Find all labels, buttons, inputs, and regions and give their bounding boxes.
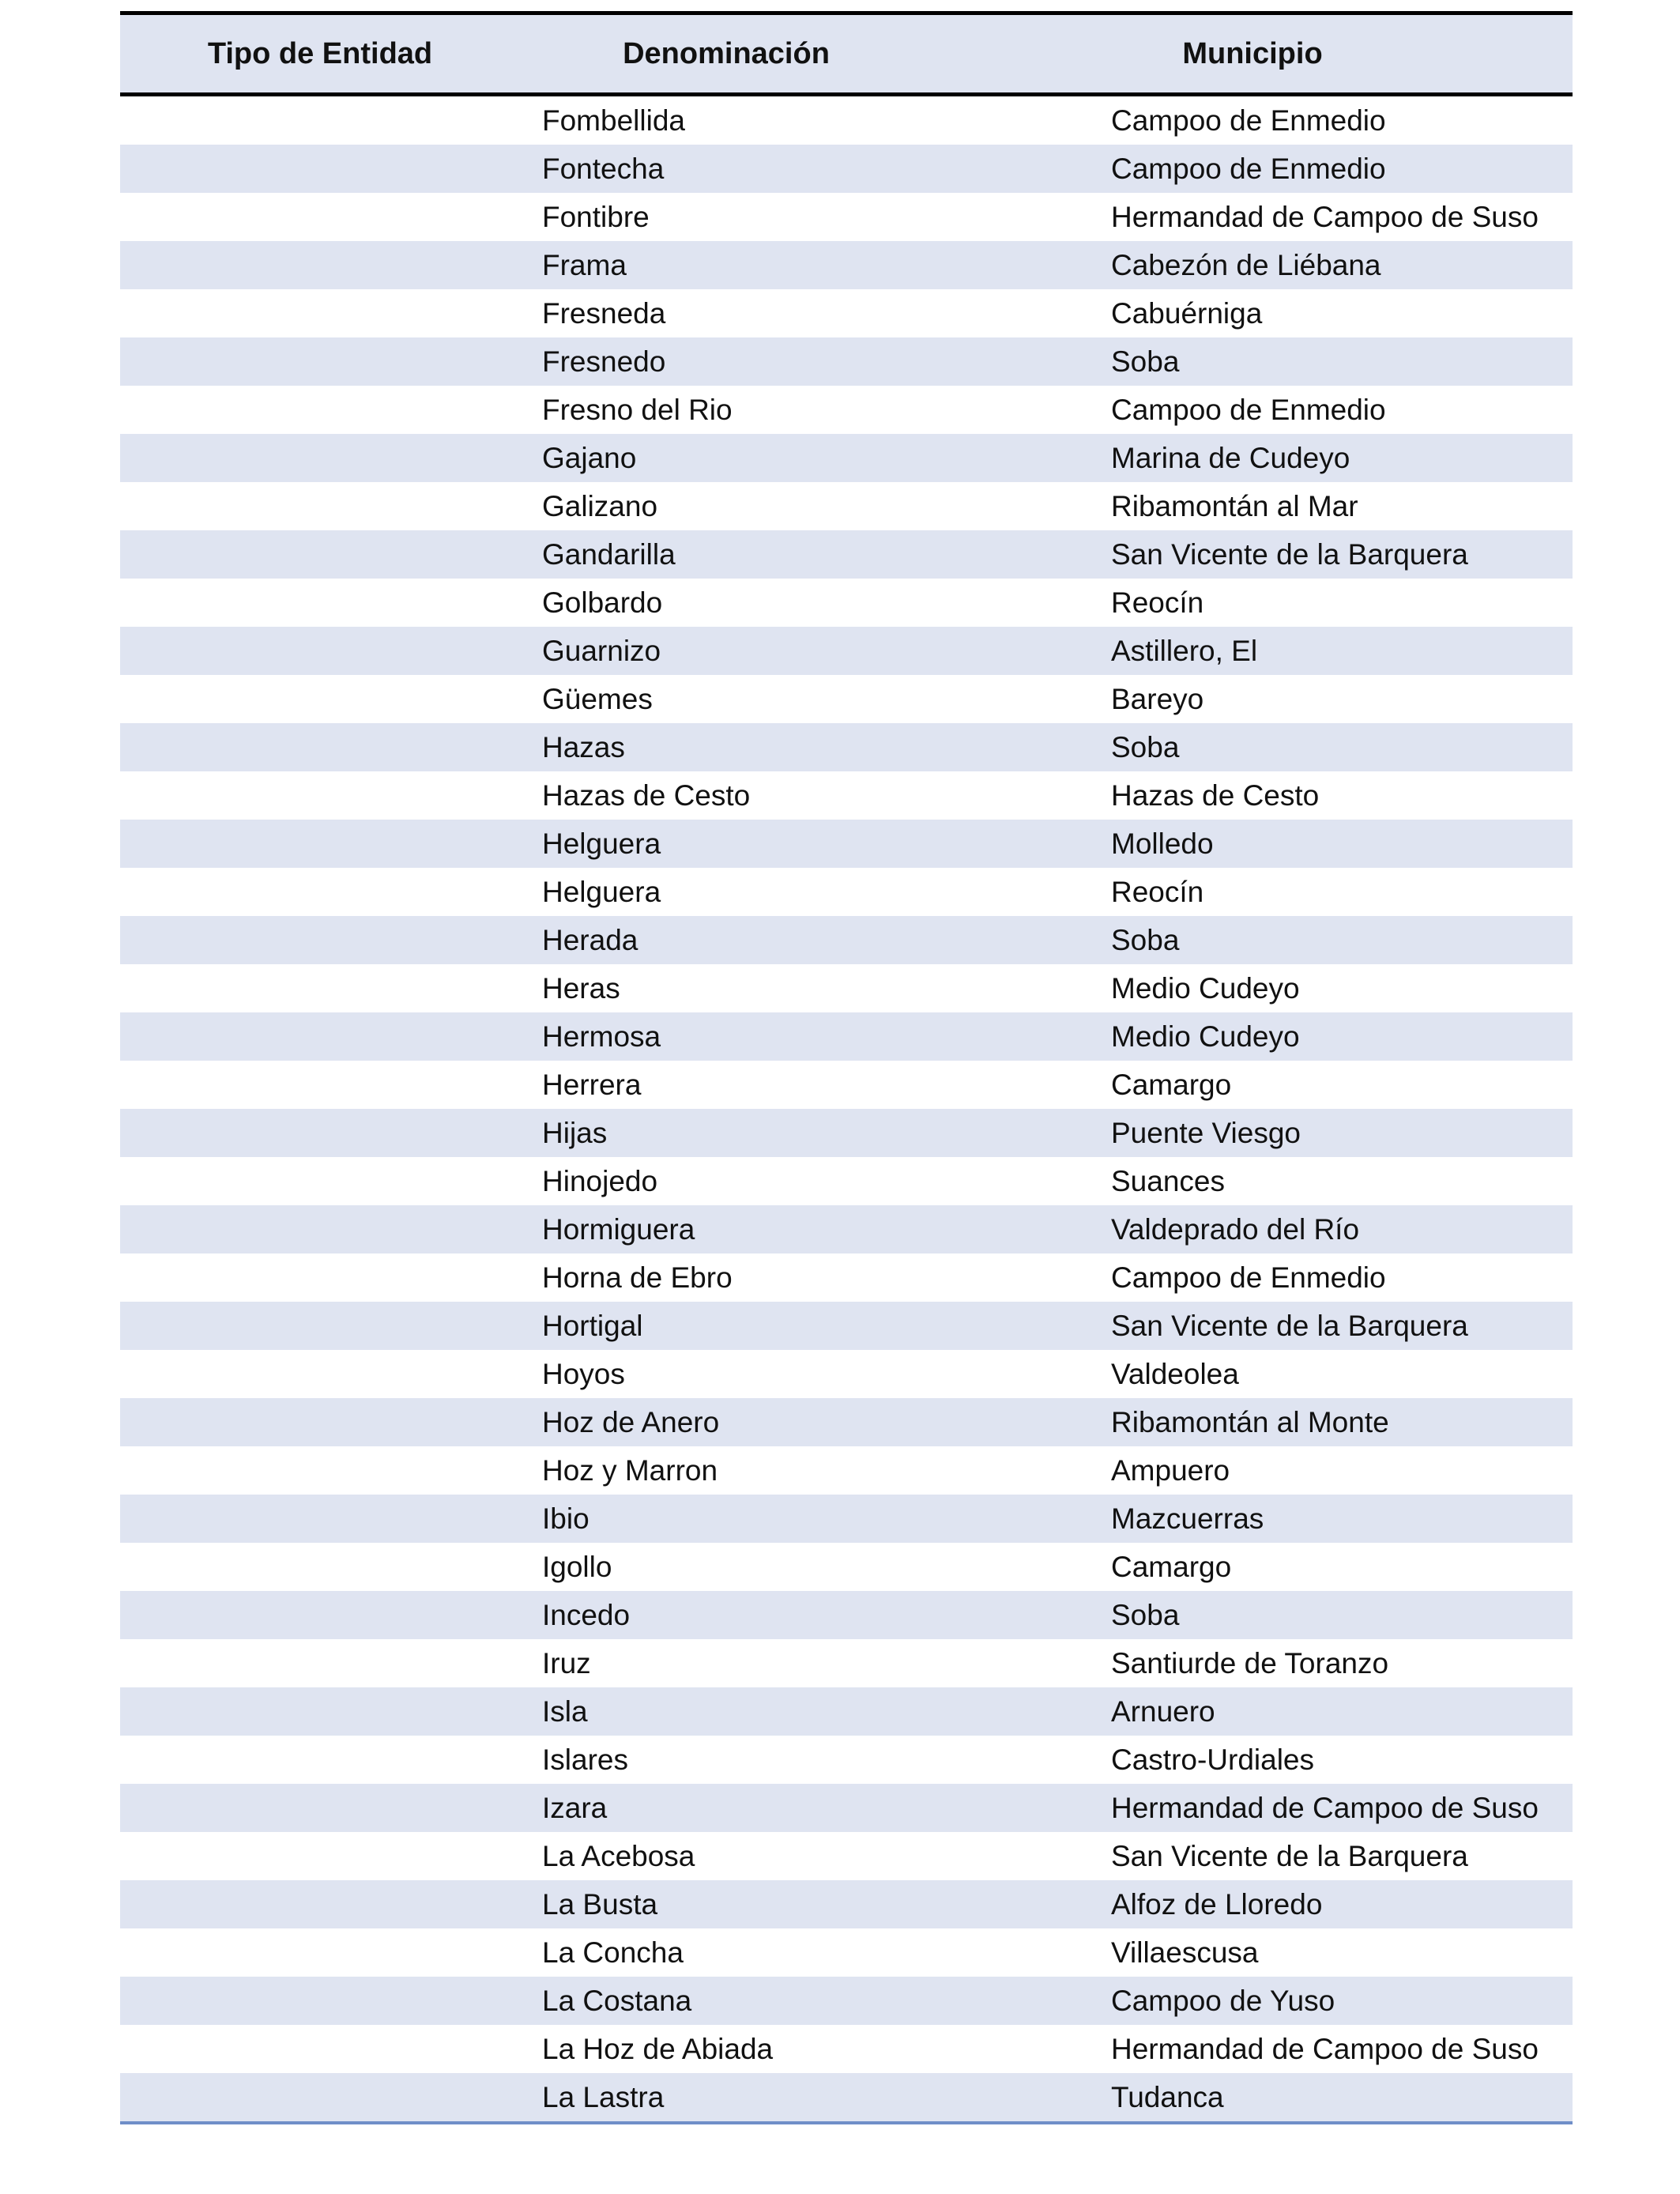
- cell-municipio: Suances: [1111, 1164, 1225, 1197]
- cell-denominacion: La Hoz de Abiada: [542, 2032, 774, 2065]
- cell-municipio: Hermandad de Campoo de Suso: [1111, 200, 1539, 233]
- table-row: [120, 820, 1573, 868]
- cell-municipio: Arnuero: [1111, 1695, 1215, 1728]
- cell-denominacion: Ibio: [542, 1502, 590, 1535]
- table-row: [120, 1446, 1573, 1495]
- table-row: [120, 579, 1573, 627]
- cell-denominacion: Isla: [542, 1695, 588, 1728]
- table-row: [120, 1061, 1573, 1109]
- cell-municipio: Molledo: [1111, 827, 1214, 860]
- cell-municipio: Camargo: [1111, 1068, 1232, 1101]
- cell-municipio: Campoo de Enmedio: [1111, 1261, 1386, 1294]
- cell-municipio: Ampuero: [1111, 1453, 1230, 1487]
- table-row: [120, 193, 1573, 241]
- cell-denominacion: Igollo: [542, 1550, 612, 1583]
- cell-municipio: Hermandad de Campoo de Suso: [1111, 1791, 1539, 1824]
- cell-municipio: San Vicente de la Barquera: [1111, 1839, 1468, 1872]
- table-row: [120, 1832, 1573, 1880]
- cell-municipio: Soba: [1111, 345, 1180, 378]
- cell-municipio: Soba: [1111, 1598, 1180, 1631]
- cell-denominacion: Hortigal: [542, 1309, 643, 1342]
- table-row: [120, 1157, 1573, 1205]
- cell-municipio: Astillero, El: [1111, 634, 1258, 667]
- table-row: [120, 241, 1573, 289]
- cell-denominacion: Güemes: [542, 682, 653, 715]
- table-row: [120, 1205, 1573, 1253]
- cell-denominacion: Hijas: [542, 1116, 608, 1149]
- table-row: [120, 1302, 1573, 1350]
- cell-denominacion: Fontibre: [542, 200, 650, 233]
- table-row: [120, 434, 1573, 482]
- table-row: [120, 1687, 1573, 1736]
- table-row: [120, 627, 1573, 675]
- cell-municipio: Reocín: [1111, 586, 1204, 619]
- cell-municipio: Soba: [1111, 923, 1180, 956]
- table-row: [120, 1977, 1573, 2025]
- table-row: [120, 2073, 1573, 2121]
- table-row: [120, 1350, 1573, 1398]
- cell-municipio: San Vicente de la Barquera: [1111, 537, 1468, 571]
- table-row: [120, 530, 1573, 579]
- cell-municipio: San Vicente de la Barquera: [1111, 1309, 1468, 1342]
- cell-denominacion: Iruz: [542, 1646, 591, 1679]
- table-row: [120, 964, 1573, 1012]
- cell-denominacion: Hoz de Anero: [542, 1405, 720, 1438]
- cell-municipio: Ribamontán al Monte: [1111, 1405, 1389, 1438]
- cell-denominacion: Guarnizo: [542, 634, 661, 667]
- table-row: [120, 1253, 1573, 1302]
- table-row: [120, 96, 1573, 145]
- cell-denominacion: La Acebosa: [542, 1839, 695, 1872]
- cell-denominacion: Fresneda: [542, 296, 666, 330]
- cell-denominacion: Gajano: [542, 441, 637, 474]
- table-row: [120, 1012, 1573, 1061]
- cell-denominacion: Frama: [542, 248, 627, 281]
- table-row: [120, 337, 1573, 386]
- cell-denominacion: La Lastra: [542, 2080, 665, 2113]
- cell-denominacion: Islares: [542, 1743, 628, 1776]
- cell-municipio: Hermandad de Campoo de Suso: [1111, 2032, 1539, 2065]
- cell-municipio: Cabuérniga: [1111, 296, 1263, 330]
- cell-municipio: Soba: [1111, 730, 1180, 763]
- cell-denominacion: Fontecha: [542, 152, 665, 185]
- cell-denominacion: Hoyos: [542, 1357, 625, 1390]
- table-row: [120, 386, 1573, 434]
- table-row: [120, 2025, 1573, 2073]
- cell-municipio: Hazas de Cesto: [1111, 778, 1320, 812]
- table-row: [120, 1543, 1573, 1591]
- table-row: [120, 1639, 1573, 1687]
- table-row: [120, 1736, 1573, 1784]
- table-row: [120, 1398, 1573, 1446]
- cell-municipio: Puente Viesgo: [1111, 1116, 1301, 1149]
- cell-denominacion: Galizano: [542, 489, 658, 522]
- cell-denominacion: Herrera: [542, 1068, 642, 1101]
- table-header: [120, 15, 1573, 96]
- table-row: [120, 1880, 1573, 1928]
- table-row: [120, 482, 1573, 530]
- table-row: [120, 1591, 1573, 1639]
- cell-denominacion: Izara: [542, 1791, 608, 1824]
- cell-denominacion: La Busta: [542, 1887, 658, 1921]
- cell-municipio: Alfoz de Lloredo: [1111, 1887, 1323, 1921]
- cell-municipio: Bareyo: [1111, 682, 1204, 715]
- cell-municipio: Castro-Urdiales: [1111, 1743, 1315, 1776]
- cell-denominacion: La Costana: [542, 1984, 692, 2017]
- cell-denominacion: Fombellida: [542, 104, 685, 137]
- table-row: [120, 771, 1573, 820]
- cell-municipio: Campoo de Enmedio: [1111, 152, 1386, 185]
- cell-denominacion: Fresnedo: [542, 345, 666, 378]
- table-row: [120, 1109, 1573, 1157]
- cell-municipio: Villaescusa: [1111, 1936, 1259, 1969]
- cell-denominacion: Herada: [542, 923, 638, 956]
- cell-denominacion: Hazas: [542, 730, 625, 763]
- table-row: [120, 145, 1573, 193]
- cell-denominacion: La Concha: [542, 1936, 684, 1969]
- cell-municipio: Marina de Cudeyo: [1111, 441, 1350, 474]
- cell-municipio: Reocín: [1111, 875, 1204, 908]
- cell-municipio: Mazcuerras: [1111, 1502, 1264, 1535]
- cell-denominacion: Heras: [542, 971, 620, 1005]
- table-row: [120, 1495, 1573, 1543]
- cell-municipio: Cabezón de Liébana: [1111, 248, 1381, 281]
- cell-municipio: Santiurde de Toranzo: [1111, 1646, 1389, 1679]
- cell-municipio: Valdeolea: [1111, 1357, 1239, 1390]
- cell-municipio: Ribamontán al Mar: [1111, 489, 1358, 522]
- table-row: [120, 723, 1573, 771]
- cell-denominacion: Golbardo: [542, 586, 663, 619]
- table-bottom-rule: [120, 2121, 1573, 2124]
- cell-municipio: Campoo de Enmedio: [1111, 393, 1386, 426]
- cell-denominacion: Hormiguera: [542, 1212, 695, 1246]
- table-row: [120, 916, 1573, 964]
- header-municipio: Municipio: [1182, 36, 1323, 70]
- cell-denominacion: Helguera: [542, 875, 661, 908]
- table-row: [120, 675, 1573, 723]
- entity-table: [120, 11, 1573, 2124]
- cell-municipio: Medio Cudeyo: [1111, 1020, 1300, 1053]
- cell-denominacion: Hazas de Cesto: [542, 778, 751, 812]
- cell-municipio: Campoo de Yuso: [1111, 1984, 1335, 2017]
- table-row: [120, 1784, 1573, 1832]
- table-row: [120, 1928, 1573, 1977]
- cell-denominacion: Incedo: [542, 1598, 631, 1631]
- cell-denominacion: Fresno del Rio: [542, 393, 733, 426]
- cell-denominacion: Hinojedo: [542, 1164, 658, 1197]
- table-body: [120, 96, 1573, 2121]
- header-denominacion: Denominación: [623, 36, 830, 70]
- cell-denominacion: Helguera: [542, 827, 661, 860]
- cell-denominacion: Hermosa: [542, 1020, 661, 1053]
- cell-municipio: Tudanca: [1111, 2080, 1224, 2113]
- table-row: [120, 868, 1573, 916]
- table-row: [120, 289, 1573, 337]
- cell-denominacion: Hoz y Marron: [542, 1453, 718, 1487]
- cell-municipio: Camargo: [1111, 1550, 1232, 1583]
- cell-denominacion: Horna de Ebro: [542, 1261, 733, 1294]
- cell-municipio: Valdeprado del Río: [1111, 1212, 1360, 1246]
- header-tipo-de-entidad: Tipo de Entidad: [207, 36, 433, 70]
- cell-municipio: Medio Cudeyo: [1111, 971, 1300, 1005]
- cell-denominacion: Gandarilla: [542, 537, 676, 571]
- cell-municipio: Campoo de Enmedio: [1111, 104, 1386, 137]
